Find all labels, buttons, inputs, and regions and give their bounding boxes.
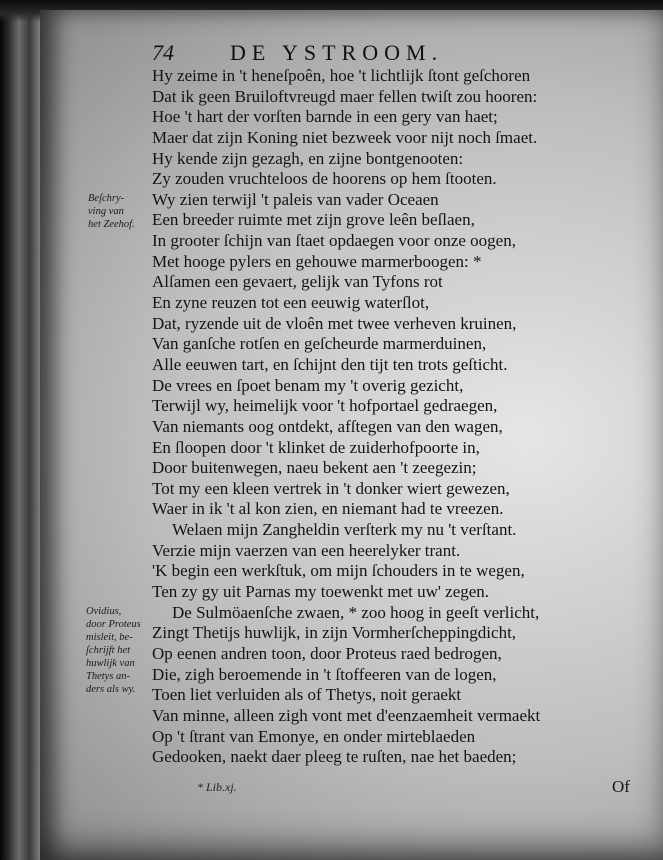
verse-line: En zyne reuzen tot een eeuwig waterſlot, (152, 293, 430, 313)
verse-line: Van ganſche rotſen en geſcheurde marmerduinen, (152, 334, 487, 354)
running-title: DE YSTROOM. (230, 40, 444, 65)
verse-line: 'K begin een werkſtuk, om mijn ſchouders in te wegen, (152, 561, 525, 581)
page-header (152, 40, 623, 64)
marginal-line: ſchrijft het (86, 645, 131, 656)
verse-line: Toen liet verluiden als of Thetys, noit geraekt (152, 685, 462, 705)
verse-line: De Sulmöaenſche zwaen, * zoo hoog in geeſt verlicht, (172, 602, 540, 622)
verse-line: Dat ik geen Bruiloftvreugd maer fellen twiſt zou hooren: (152, 86, 538, 106)
catchword: Of (612, 777, 630, 796)
verse-line: Hy kende zijn gezagh, en zijne bontgenooten: (152, 148, 464, 168)
marginal-line: door Proteus (86, 619, 141, 630)
marginal-line: Ovidius, (86, 606, 122, 617)
verse-line: Alle eeuwen tart, en ſchijnt den tijt ten trots geſticht. (152, 354, 508, 374)
marginal-line: ders als wy. (86, 684, 136, 695)
verse-body (152, 66, 632, 768)
verse-line: Tot my een kleen vertrek in 't donker wiert gewezen, (152, 478, 510, 498)
marginal-note-zeehof (88, 192, 160, 231)
marginal-line: huwlijk van (86, 658, 135, 669)
verse-line: Van niemants oog ontdekt, afſtegen van den wagen, (152, 416, 503, 436)
verse-line: Met hooge pylers en gehouwe marmerboogen: * (152, 251, 482, 271)
verse-line: Zingt Thetijs huwlijk, in zijn Vormherſcheppingdicht, (152, 623, 517, 643)
verse-line: Van minne, alleen zigh vont met d'eenzaemheit vermaekt (152, 705, 541, 725)
marginal-line: ving van (88, 206, 124, 217)
verse-line: Wy zien terwijl 't paleis van vader Oceaen (152, 189, 439, 209)
verse-line: Door buitenwegen, naeu bekent aen 't zeegezin; (152, 458, 477, 478)
book-binding-shadow (0, 0, 42, 860)
verse-line: Die, zigh beroemende in 't ſtoffeeren van de logen, (152, 664, 497, 684)
verse-line: Maer dat zijn Koning niet bezweek voor nijt noch ſmaet. (152, 127, 538, 147)
verse-line: Dat, ryzende uit de vloên met twee verheven kruinen, (152, 313, 517, 333)
verse-line: Zy zouden vruchteloos de hoorens op hem ſtooten. (152, 169, 497, 189)
footnote: * Lib.xj. (197, 780, 237, 794)
verse-line: Hoe 't hart der vorſten barnde in een gery van haet; (152, 107, 498, 127)
verse-line: Waer in ik 't al kon zien, en niemant had te vreezen. (152, 499, 504, 519)
marginal-line: misleit, be- (86, 632, 133, 643)
marginal-note-ovidius (86, 605, 158, 696)
verse-line: Gedooken, naekt daer pleeg te ruſten, nae het baeden; (152, 747, 517, 767)
verse-line: De vrees en ſpoet benam my 't overig gezicht, (152, 375, 464, 395)
verse-line: Op eenen andren toon, door Proteus raed bedrogen, (152, 643, 502, 663)
verse-line: Hy zeime in 't heneſpoên, hoe 't lichtlijk ſtont geſchoren (152, 66, 531, 85)
marginal-line: Thetys an- (86, 671, 131, 682)
verse-line: Alſamen een gevaert, gelijk van Tyfons rot (152, 272, 443, 292)
verse-line: En ſloopen door 't klinket de zuiderhofpoorte in, (152, 437, 480, 457)
verse-line: Verzie mijn vaerzen van een heerelyker trant. (152, 540, 461, 560)
verse-line: Welaen mijn Zangheldin verſterk my nu 't verſtant. (172, 520, 517, 540)
verse-line: Terwijl wy, heimelijk voor 't hofportael gedraegen, (152, 396, 498, 416)
verse-line: Een breeder ruimte met zijn grove leên beſlaen, (152, 210, 475, 230)
marginal-line: het Zeehof. (88, 219, 135, 230)
verse-line: Ten zy gy uit Parnas my toewenkt met uw' zegen. (152, 582, 490, 602)
page-number: 74 (152, 40, 174, 65)
marginal-line: Beſchry- (88, 193, 125, 204)
verse-line: In grooter ſchijn van ſtaet opdaegen voor onze oogen, (152, 231, 516, 251)
verse-line: Op 't ſtrant van Emonye, en onder mirteblaeden (152, 726, 476, 746)
